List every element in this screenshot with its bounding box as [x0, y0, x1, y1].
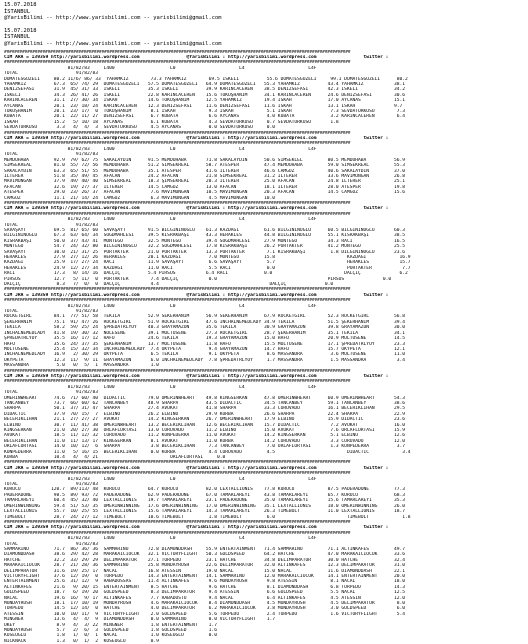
race-block — [4, 520, 524, 644]
table-row: SİMSEKREAL 81.0 55/ 72/ 56 MEMDUHABA 51.2 SİMSEKREAL 58.7 ATESPER 47.4 MEMDUHABA 59.0 SİMSEKREAL 55.3 — [4, 163, 406, 169]
header-second — [4, 28, 524, 48]
table-row: TANCANBEY 73.7 66/ 60/ 62 TANCANBEY 48.9 SHARPA 43.5 DİDACTİC 34.5 TANCANBEY 59.1 TANCANBEY 38.6 — [4, 400, 406, 406]
table-row: TOTAL 91/82/83 — [4, 482, 99, 488]
table-row: BECERİKLİHAN 11.0 11/ 13/ 17 KINGSERKAN 8.1 AVUKAT 11.0 KORBA 14.2 CORUVADO 3.3 CORUVADO 12.0 — [4, 438, 406, 444]
header-city: İSTANBUL — [4, 8, 30, 15]
header-date-2: 15.07.2018 — [4, 27, 37, 34]
table-row: SEVDATURKUSU 3.3 4/ 4/ 3 SEVDATURKUSU 4.5 AYCANAS 0.0 SEVDATURKUSU 0.0 — [4, 125, 276, 131]
race-title: CIM JRA = 139359 http://yarisbilimi.wordpress.com @YarisBilimi : http://yarisbilimi.wordpress.com twitter : — [4, 465, 389, 471]
table-row: TEKİLA 58.2 59/ 25/ 24 ŞPREDATRLYOY 40.3 GRAYAMAZON 35.6 TEKİLA 30.9 GRAYAMAZON 39.8 GRAYAMAZON 30.0 — [4, 325, 406, 331]
table-row: SAMMARINO 71.7 86/ 36/ 36 SAMMARINO 72.8 DIAMONDDASH 55.9 ENTERTAINMENT 71.4 SAMMARINO 71.1 ALTINKAFES 49.7 — [4, 546, 406, 552]
table-row: MARAKAICIOCUK 28.7 21/ 28/ 36 SAMMARINO 25.8 MONDAYRUSH 22.6 DELİMPARATOR 32.0 ALTINKAFES 12.3 DELİMPARATOR 31.0 — [4, 563, 406, 569]
race-block — [4, 287, 524, 368]
table-row: ÖMERİNWHEART 74.6 71/ 60/ 40 DİDACTİC 79.0 ÖMERİNWHEART 49.8 KINGSERKAN 47.8 ÖMERİNWHEART 60.9 ÖMERİNWHEART 54.3 — [4, 395, 406, 401]
table-row: MOLTUSENE 25.4 15/ 32/ 34 İNCHALNEMEDLADY 7.4 OKYPETA 9.4 GRAYAMAZON 14.7 HAFO 15.7 OKYPETA 12.1 — [4, 346, 406, 352]
table-row: TOTAL 91/82/83 — [4, 309, 99, 315]
race-block — [4, 201, 524, 288]
table-row: KUBATA 20.1 22/ 11/ 27 DENİZSEFASI 6.7 KUBATA 6.6 AYCANAS 4.0 KUBATA 3.2 KARINCACEREN 6.4 — [4, 114, 406, 120]
hash-separator: ####################################################################################################################################### — [4, 141, 351, 147]
race-block — [4, 50, 524, 131]
race-block — [4, 131, 524, 201]
table-row: KURUCU 120.7 89/113/ 48 KURUCU 64.7 KURUCU 82.0 LEXTALLIONIS 77.8 KURUCU 87.5 PADERADONE 77.3 — [4, 487, 406, 493]
table-row: KARINCACEREN 31.1 27/ 30/ 34 İSKAH 14.6 TOKUŞHANIM 12.5 YAHAMKIZ 19.4 İSKAH 17.0 AYCANAS 15.1 — [4, 98, 406, 104]
column-header: 81/82/83 L400 L0 L4 L4F — [4, 384, 364, 390]
table-row: DİDACTİC 37.9 70/ 15/ 7 ELBİNO 26.2 ELBİNO 29.9 KORBA 26.6 SHARPA 22.4 SHARPA 22.9 — [4, 411, 406, 417]
table-row: TOTAL 91/82/83 — [4, 390, 99, 396]
race-block — [4, 369, 524, 461]
table-row: MONTEGO 54.7 24/ 32/ 80 BİLGİNİNOĞLU 32.2 SOĞDMAHLESİ 17.8 KISRAKBAŞI 26.2 PORTAKTER 41.2 MONTEGO 25.5 — [4, 244, 406, 250]
table-row: BİLGİNİNOĞLU 67.3 63/ 64/ 34 SOĞDMAHLESİ 39.5 KISRAKBAŞI 43.3 HERAKLES 44.8 BİLGİNİNOĞLU 55.1 KISRAKBAŞI 38.5 — [4, 233, 406, 239]
table-row: ŞEKERHANIM 75.1 91/ 47/ 26 ROCKETGIRL 51.9 ROCKETGIRL 47.6 İNCHALNEMEDLADY 34.9 TEKİLA 51.5 ŞEKERHANIM 39.4 — [4, 319, 406, 325]
table-row: ENTERTAINMENT 25.6 31/ 12/ 9 RABADOSSAS 11.4 ALTINKAFES 9.6 MONDAYRUSH 9.8 ATESSİN 8.1 NACAL 18.0 — [4, 579, 406, 585]
table-row: HERAKLES 24.9 12/ 27/ 34 KAZDAĞI 11.0 RACİ 5.5 RACİ 0.0 PORTAKTER 7.7 — [4, 265, 411, 271]
table-row: TOTAL 91/82/83 — [4, 222, 99, 228]
table-row: TORPEDO 14.5 12/ 14/ 0 HATCHE 4.0 DELİMPARATOR 6.2 MARAKAICIOCUK 3.8 MONDAYRUSH 3.0 GOLDSPEED 6.0 — [4, 606, 406, 612]
table-row: KONPEDERRA 11.0 5/ 16/ 15 BECERİKLİHAN 0.0 KORBA 4.4 CORUVADO 4.5 DİDACTİC 3.4 — [4, 449, 411, 455]
table-row: İLTERER 51.8 35/ 49/ 45 AFACAN 24.2 AFACAN 21.8 SİMSEKREAL 31.2 İLTERER 33.6 MAVİMUNGAN 26.8 — [4, 173, 406, 179]
table-row: NACAL 19.6 16/ 9/ 17 ALTINKAFES 7.7 RABADOSTU 9.4 NACAL 6.4 ALTINKAFES 4.5 ATESSİN 12.0 — [4, 595, 406, 601]
table-row: HAFO 35.6 24/ 37/ 35 ŞEKERHANIM 13.7 MOLTUSENE 11.8 HAFO 15.5 MOLTUSENE 17.1 ŞPREDATRLYOY 23.3 — [4, 341, 406, 347]
table-row: İNCHALNEMEDLADY 16.9 2/ 30/ 29 OKYPETA 6.5 TEKİLA 9.1 OKYPETA 8.6 MASSANDRA 3.6 MOLTUSENE 11.0 — [4, 352, 406, 358]
table-row: OKYPETA 12.3 11/ 9/ 11 GRAYAMAZON 6.0 İNCHALNEMEDLADY 7.8 ŞPREDATRLYOY 1.7 MASSANDRA 1.5 MASSANDRA 3.4 — [4, 357, 406, 363]
table-row: AVUKAT 18.5 11/ 12/ 32 CORUVADO 11.2 KONPEDERRA 11.0 AVUKAT 14.2 KINGSERKAN 5.1 ELBİNO 12.6 — [4, 433, 406, 439]
header-city-2: İSTANBUL — [4, 34, 30, 41]
table-row: KISRAKBAŞI 50.0 37/ 43/ 41 MONTEGO 32.5 MONTEGO 39.4 SOĞDMAHLESİ 27.9 MONTEGO 34.3 RACİ 16.5 — [4, 238, 406, 244]
race-title: CIM ARA = 139359 http://yarisbilimi.wordpress.com @YarisBilimi : http://yarisbilimi.wordpress.com twitter : — [4, 54, 389, 60]
table-row: SAVAŞAYT 30.0 21/ 31/ 25 PORTAKTER 21.0 PORTAKTER 13.3 PORTAKTER 7.1 KISRAKBAŞI 1.8 DİLGİNİNOĞLU 23.6 — [4, 249, 406, 255]
column-header: 81/82/83 L400 L0 L4 L4F — [4, 146, 364, 152]
table-row: RACİ 17.3 8/ 14/ 16 DALÇİÇ 5.4 PİRSUS 6.4 RACİ 0.0 DALÇİÇ 6.2 — [4, 271, 408, 277]
hash-separator: ####################################################################################################################################### — [4, 60, 351, 66]
hash-separator: ####################################################################################################################################### — [4, 530, 351, 536]
table-row: KORBA 10.4 4/ 4/ 21 ORLAFLÖRTASİ 0.0 — [4, 455, 226, 461]
table-row: ALTINKAFES 21.6 9/ 20/ 15 ENTERTAINMENT 8.5 HATCHE 9.6 HATCHE 8.1 DIAMONDDASH 6.8 TORPEDO 14.3 — [4, 584, 406, 590]
table-row: MEMDUHABA 92.9 79/ 62/ 75 SAKALAYDIN 91.5 MEMDUHABA 71.8 SAKALAYDIN 50.6 SİMSEKLEL 80.5 MEMDUHABA 56.9 — [4, 157, 406, 163]
table-row: SAVAŞAYT 69.5 81/ 65/ 60 SAVAŞAYT 91.5 BİLGİNİNOĞLU 61.3 KAZDAĞI 61.6 BİLGİNİNOĞLU 60.5 BİLGİNİNOĞLU 60.3 — [4, 227, 406, 233]
header-contact: @YarisBilimi -- http://www.yarisbilimi.com -- yarisbilimi@gmail.com — [4, 15, 222, 22]
table-row: BECERİKLİHAN 21.1 27/ 27/ 27 AVUKAT 14.2 KINGSERKAN 26.7 ÖMERİNWHEART 17.9 ELBİNO 15.9 DİDACTİC 23.6 — [4, 417, 406, 423]
hash-separator: ####################################################################################################################################### — [4, 287, 351, 293]
hash-separator: ####################################################################################################################################### — [4, 460, 351, 466]
table-row: ROCKETGIRL 84.1 77/ 51/ 58 TEKİLA 52.9 SEKERHANIM 56.9 SEKERHANIM 67.9 ROCKETGIRL 52.3 ROCKETGIRL 56.8 — [4, 314, 406, 320]
table-row: ELBİNO 30.7 11/ 41/ 38 ÖMERİNWHEART 13.2 BECERİKLİHAN 12.6 BECERİKLİHAN 15.7 DİDACTİC 7.2 AVUKAT 16.0 — [4, 422, 406, 428]
table-row: MONDAYRUSH 5.7 2/ 6/ 3 GOLDSPEED 1.8 GOLDSPEED 1.6 — [4, 628, 217, 634]
table-row: VICTORYFLIGHT 37.6 12/ 19/ 0 TORPEDO 14.3 ENTERTAINMENT 14.1 SAMMARINO 12.0 MARAKAICIOCUK 14.1 ENTERTAINMENT 20.0 — [4, 573, 406, 579]
table-row: TOTAL 91/82/83 — [4, 541, 99, 547]
column-header: 81/82/83 L400 L0 L4 L4F — [4, 536, 364, 542]
header-date: 15.07.2018 — [4, 2, 37, 8]
column-header: 81/82/83 L400 L0 L4 L4F — [4, 476, 364, 482]
table-row: AFACAN 32.6 19/ 27/ 37 İLTERER 14.5 CAMGOZ 13.0 AFACAN 18.1 İLTERER 28.0 ATESPER 19.8 — [4, 184, 406, 190]
race-block — [4, 460, 524, 519]
hash-separator: ####################################################################################################################################### — [4, 211, 351, 217]
table-row: GOLDSPEED 18.7 6/ 19/ 20 GOLDSPEED 8.3 DELİMPARATOR 9.4 ATESSİN 6.6 GOLDSPEED 5.5 NACAL 12.5 — [4, 590, 406, 596]
hash-separator: ####################################################################################################################################### — [4, 379, 351, 385]
table-row: NICKNACK 1.3 0/ 1/ 2 KOSEOGLU 0.9 — [4, 638, 159, 644]
table-row: AYCANAS 20.1 23/ 18/ 24 KARINCACEREN 12.3 DENİZSEFASI 11.6 DENİZSEFASI 11.6 İSKAH 13.1 İSKAH 9.7 — [4, 103, 403, 109]
hash-separator: ####################################################################################################################################### — [4, 471, 351, 477]
table-row: OKEY 8.9 4/ 3/ 22 MİNGNER 1.8 ENTERTAINMENT 1.7 — [4, 622, 217, 628]
table-row: HATCHE 32.2 33/ 29/ 29 DELİMPARATOR 27.1 TORPEDO 23.1 HATCHE 34.8 DELİMPARATOR 30.0 HATCHE 32.4 — [4, 557, 406, 563]
table-row: DELİMPARATOR 31.6 19/ 25/ 17 NACAL 16.8 ATESSİN 19.0 NACAL 15.0 NACAL 11.6 DIAMONDDASH 22.1 — [4, 568, 406, 574]
hash-separator: ####################################################################################################################################### — [4, 200, 351, 206]
hash-separator: ####################################################################################################################################### — [4, 298, 351, 304]
table-row: TIMEBOLT 28.7 24/ 27/ 12 TIMEBOLT 10.6 TIMEBOLT 1.8 TIMEBOLT 6.0 TIMEBOLT 1.8 — [4, 514, 411, 520]
table-row: TOKUŞHANIM 20.1 23/ 17/ 0 TOKUŞHANIM 8.1 İSKAH 9.3 İSKAH 5.1 İSKAH 7.3 SEVDATURKUSU 7.3 — [4, 109, 406, 115]
table-row: ATESPER 29.0 23/ 26/ 37 AFACAN 7.6 MAVİMUNGAN 10.5 MAVİMUNGAN 20.3 AFACAN 14.5 CAMGOZ 15.6 — [4, 190, 406, 196]
table-row: MİNGNER 13.6 4/ 4/ 9 DIAMONDDASH 0.0 SAMMARINO 0.0 VICTORYFLIGHT 1.7 — [4, 617, 276, 623]
table-row: KINGSERKAN 21.0 20/ 27/ 30 ORLAFLÖRTASİ 13.0 CORUVADO 11.2 ELBİNO 15.0 AVUKAT 7.6 ORLAFLÖRTASİ 15.9 — [4, 428, 406, 433]
table-row: PADERADONE 98.5 89/ 93/ 72 PADERADONE 62.9 PADERADONE 67.0 TAMARLAREYİ 43.8 TAMARLAREYİ 65.7 KURUCU 68.3 — [4, 492, 406, 498]
hash-separator: ####################################################################################################################################### — [4, 368, 351, 374]
hash-separator: ####################################################################################################################################### — [4, 130, 351, 136]
table-row: TOTAL 91/82/83 — [4, 71, 99, 77]
table-row: ŞPREDATRLYOY 35.5 16/ 17/ 12 HAFO 24.6 TEKİLA 19.3 GRAYAMAZON 15.0 HAFO 20.9 MOLTUSENE 14.5 — [4, 336, 406, 342]
table-row: YAHAMKIZ 67.3 65/ 74/ 29 DOMATESGÜZELİ 57.5 DOMATESGÜZELİ 64.9 DOMATESGÜZELİ 55.3 YAHAMKIZ 43.4 YAHAMKIZ 38.1 — [4, 82, 406, 87]
table-row: MASSANDRA 5.0 0/ 5/ 1 MASSANDRA 1.0 — [4, 363, 159, 369]
header-contact-2: @YarisBilimi -- http://www.yarisbilimi.com -- yarisbilimi@gmail.com — [4, 40, 222, 47]
race-tables — [4, 50, 524, 644]
column-header: 81/82/83 L400 L0 L4 L4F — [4, 303, 364, 309]
table-row: KOSEOGLU 1.8 1/ 0/ 1 NACAL 1.0 KOSEOGLU 0.0 — [4, 633, 217, 639]
race-title: CIM JRA = 139359 http://yarisbilimi.wordpress.com @YarisBilimi : http://yarisbilimi.wordpress.com twitter : — [4, 525, 389, 531]
table-row: MONDAYRUSH 18.1 17/ 10/ 19 MONDAYRUSH 4.6 MARAKAICIOCUK 8.4 DIAMONDDASH 4.5 MONDAYRUSH 4.5 DELİMPARATOR 8.0 — [4, 601, 406, 606]
race-title: CIM ARA = 139359 http://yarisbilimi.wordpress.com @YarisBilimi : http://yarisbilimi.wordpress.com twitter : — [4, 136, 389, 142]
table-row: SHARPA 50.1 37/ 31/ 47 SHARPA 27.4 AVUKAT 41.8 SHARPA 33.3 CORUVADO 16.1 BECERİKLİHAN 29.5 — [4, 406, 406, 412]
table-row: LEXTALLIONIS 55.7 10/ 25/ 55 LEXTALLIONIS 15.6 TAMARLAREYİ 14.3 TAMARLAREYİ 26.3 TIMEBOLT 11.0 LEXTALLIONIS 18.7 — [4, 509, 406, 515]
hash-separator: ####################################################################################################################################### — [4, 49, 351, 55]
table-row: PİRSUS 12.7 5/ 11/ 0 PORTAKTER 7.4 DALÇİÇ 0.0 PİRSUS 0.0 — [4, 276, 392, 282]
table-row: ÖMERİNWINNING 59.4 51/ 53/ 35 ÖMERİNWINNING 17.6 ÖMERİNWINNING 17.0 ÖMERİNWINNING 35.1 LEXTALLIONIS 18.0 ÖMERİNWINNING 26.0 — [4, 503, 406, 509]
table-row: DALÇİÇ 8.3 7/ 0/ 0 DALÇİÇ 4.4 DALÇİÇ 0.0 — [4, 282, 334, 288]
race-title: CIM JRA = 139359 http://yarisbilimi.wordpress.com @YarisBilimi : http://yarisbilimi.wordpress.com twitter : — [4, 292, 389, 298]
table-row: TAMARLAREYİ 60.4 45/ 32/ 40 LEXTALLIONIS 19.7 TAMARLAREYİ 23.1 PADERADONE 35.0 TAMARLAREYİ 15.6 TAMARLAREYİ 35.3 — [4, 498, 406, 504]
header-top — [4, 2, 524, 22]
table-row: TOTAL 91/82/83 — [4, 152, 99, 158]
table-row: SAKALAYDIN 63.3 65/ 51/ 55 MEMDUHABA 35.1 ATESPER 41.6 İLTERER 46.6 CAMGOZ 40.6 SAKALAYDIN 37.0 — [4, 168, 406, 174]
table-row: İNCHALNEMEDLADY 41.8 19/ 30/ 32 NOLESENE 39.1 MOLTUSENE 27.3 ROCKETGIRL 28.7 ŞEKERHANIM 35.1 TEKİLA 34.1 — [4, 330, 406, 336]
race-title: CIM JRA = 139359 http://yarisbilimi.wordpress.com @YarisBilimi : http://yarisbilimi.wordpress.com twitter : — [4, 373, 389, 379]
table-row: DIAMONDDASH 38.6 29/ 42/ 28 MARAKAICIOCUK 32.1 VICTORYFLIGHT 50.3 GOLDSPEED 64.2 HATCHE 47.0 MARAKAICIOCUK 33.6 — [4, 552, 406, 558]
hash-separator: ####################################################################################################################################### — [4, 519, 351, 525]
table-row: ATESSİN 10.0 10/ 11/ 9 VICTORYFLIGHT 2.0 GOLDSPEED 5.6 TORPEDO 2.4 TORPEDO 1.6 VICTORYFLIGHT 5.4 — [4, 611, 406, 617]
column-header: 81/82/83 L400 L0 L4 L4F — [4, 65, 364, 71]
column-header: 81/82/83 L400 L0 L4 L4F — [4, 217, 364, 223]
race-title: CIM ARA = 139359 http://yarisbilimi.wordpress.com @YarisBilimi : http://yarisbilimi.wordpress.com twitter : — [4, 206, 389, 212]
table-row: KAZDAĞI 25.9 17/ 27/ 24 RACİ 11.9 SAVAŞAYT 6.6 SAVAŞAYT 5.7 HERAKLES 15.7 — [4, 260, 411, 266]
table-row: DOMATESGÜZELİ 80.2 11/6/ 86/ 33 YAHAMKIZ 73.3 YAHAMKIZ 69.5 İSKELİ 55.6 DOMATESGÜZELİ 99.1 DOMATESGÜZELİ 80.2 — [4, 76, 408, 82]
table-row: İSKAH 15.2 5/ 10/ 18 AYCANAS 6.1 KUBATA 4.3 SEVDATURKUSU 0.7 SEVDATURKUSU 1.8 — [4, 119, 339, 125]
table-row: İSKELİ 34.3 26/ 41/ 26 İSKELİ 22.8 KARINCACEREN 15.6 TOKUŞHANIM 34.1 KARINCACEREN 24.6 DENİZSEFASI 30.6 — [4, 92, 406, 98]
table-row: HERAKLES 27.9 27/ 12/ 26 HERAKLES 20.1 KAZDAĞI 7.0 MONTEGO 15.8 KAZDAĞI 16.9 — [4, 255, 411, 260]
table-row: MAVİMUNGAN 37.9 49/ 40/ 40 SİMSEKREAL 18.3 ŞİMSEKREAL 20.3 İLTERER 25.0 AFACAN 24.8 İLTERER 25.1 — [4, 179, 406, 185]
table-row: CAMGOZ 11.1 21/ 14/ 24 CAMGOZ 6.3 MAVİMUNGAN 4.5 MAVİMUNGAN 10.0 — [4, 195, 276, 201]
table-row: DENİZSEFASI 31.9 45/ 31/ 33 İSKELİ 35.3 İSKELİ 39.9 KARINCACEREN 38.5 DENİZSEFASI 42.3 İSKELİ 34.2 — [4, 87, 406, 93]
table-row: ORLAFLÖRTASİ 14.0 10/ 12/ 6 SHARPA 3.8 BECERİKLİHAN 7.3 TANCANBEY 7.0 ORLAFLÖRTASİ 1.3 KONPEDERRA 3.7 — [4, 444, 406, 450]
